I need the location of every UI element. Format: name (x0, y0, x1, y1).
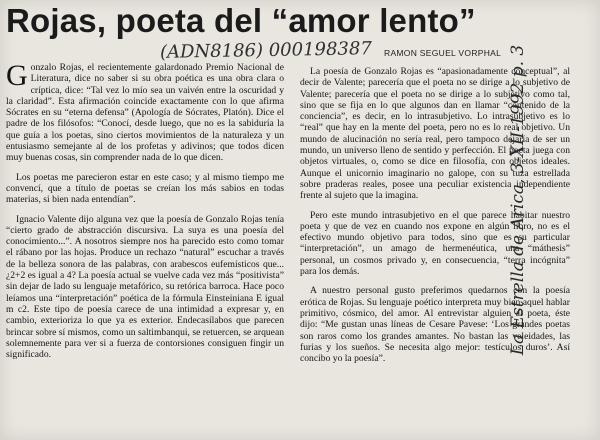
paragraph: La poesía de Gonzalo Rojas es “apasionadamente conceptual”, al decir de Valente; parecería que el poeta no se dirige a lo subjetivo de Valente; parecería que el poeta no se dirige a lo subjetivo como tal, sino que se fija en lo que algunos dan en llamar “contenido de la conciencia”, es decir, en lo intrasubjetivo. Lo intrasubjetivo es lo “real” que hay en la mente del poeta, pero no es lo real objetivo. Un mundo de alucinación no sería real, pero tampoco dejaría de ser un mundo, un universo lleno de sentido y perfección. El poeta juega con objetos virtuales, o, como se dice en filosofía, con objetos ideales. Aunque el unicornio imaginario no galope, con su tuza estrellada sobre praderas reales, posee una peculiar existencia independiente frente al sujeto que la imagina. (300, 66, 570, 202)
paragraph: A nuestro personal gusto preferimos quedarnos con la poesía erótica de Rojas. Su lenguaje poético interpreta muy bien aquel hablar primitivo, cósmico, del amor. Al entrevistar alguien al poeta, éste dijo: “Me gustan unas líneas de Cesare Pavese: ‘Los grandes poetas son raros como los grandes amantes. No bastan las veleidades, las furias y los sueños. Se necesita algo mejor: testículos duros’. Así concibo yo la poesía”. (300, 285, 570, 365)
paragraph (6, 59, 284, 164)
paragraph: Los poetas me parecieron estar en este caso; y al mismo tiempo me convencí, que a título de poetas se creían los más sabios en todas materias, si bien nada entendían”. (6, 171, 284, 206)
paragraph-text: onzalo Rojas, el recientemente galardonado Premio Nacional de Literatura, dice no saber si su obra poética es una obra clara o críptica, dice: “Tal vez lo mío sea un vaivén entre la oscuridad y la claridad”. Esta afirmación coincide exactamente con lo que afirma Sócrates en su “eterna defensa” (Apología de Sócrates, Platón). Dice el padre de los filósofos: “Conocí, desde luego, que no es la sabiduría la que guía a los poetas, sino ciertos movimientos de la naturaleza y un entusiasmo semejante al de los profetas y adivinos; que todos dicen muy buenas cosas, sin comprender nada de lo que dicen. (6, 62, 284, 164)
article-byline: RAMON SEGUEL VORPHAL (384, 48, 502, 58)
drop-cap: G (6, 59, 28, 92)
right-column (300, 66, 570, 372)
article-title: Rojas, poeta del “amor lento” (6, 2, 476, 39)
paragraph: Pero este mundo intrasubjetivo en el que parece habitar nuestro poeta y que de vez en cuando nos expone en algún libro, no es el efectivo mundo objetivo para todos, sino que es su particular “interpretación”, un amago de hermenéutica, una “máthesis” personal, un cosmos privado y, en consecuencia, “terra incógnita” para los demás. (300, 209, 570, 278)
left-column (6, 59, 284, 368)
handwritten-archive-code: (ADN8186) 000198387 (159, 38, 372, 63)
handwritten-source-note: La Estrella de Arica, 3-XII-1992 p. 3 (508, 44, 528, 356)
paragraph: Ignacio Valente dijo alguna vez que la poesía de Gonzalo Rojas tenía “cierto grado de abstracción discursiva. La suya es una poesía del conocimiento...”. A nosotros siempre nos ha parecido esto como tomar el rábano por las hojas. Produce un rechazo “natural” escuchar a través de la belleza sonora de las palabras, con arabescos eufemísticos que... ¿2+2 es igual a 4? La poesía actual se vuelve cada vez más “positivista” sin dejar de lado su lenguaje metafórico, su retórica barroca. Hace poco leíamos una “interpretación” poética de la fórmula Einsteiniana E igual m c2. Este tipo de poesía carece de una intimidad a expresar y, en cambio, exterioriza lo que ya es exterior. Endecasílabos que parecen brincar sobre sí mismos, como un saltimbanqui, se retuercen, se arquean solemnemente para ver si a fuerza de contorsiones consiguen fingir un significado. (6, 213, 284, 361)
